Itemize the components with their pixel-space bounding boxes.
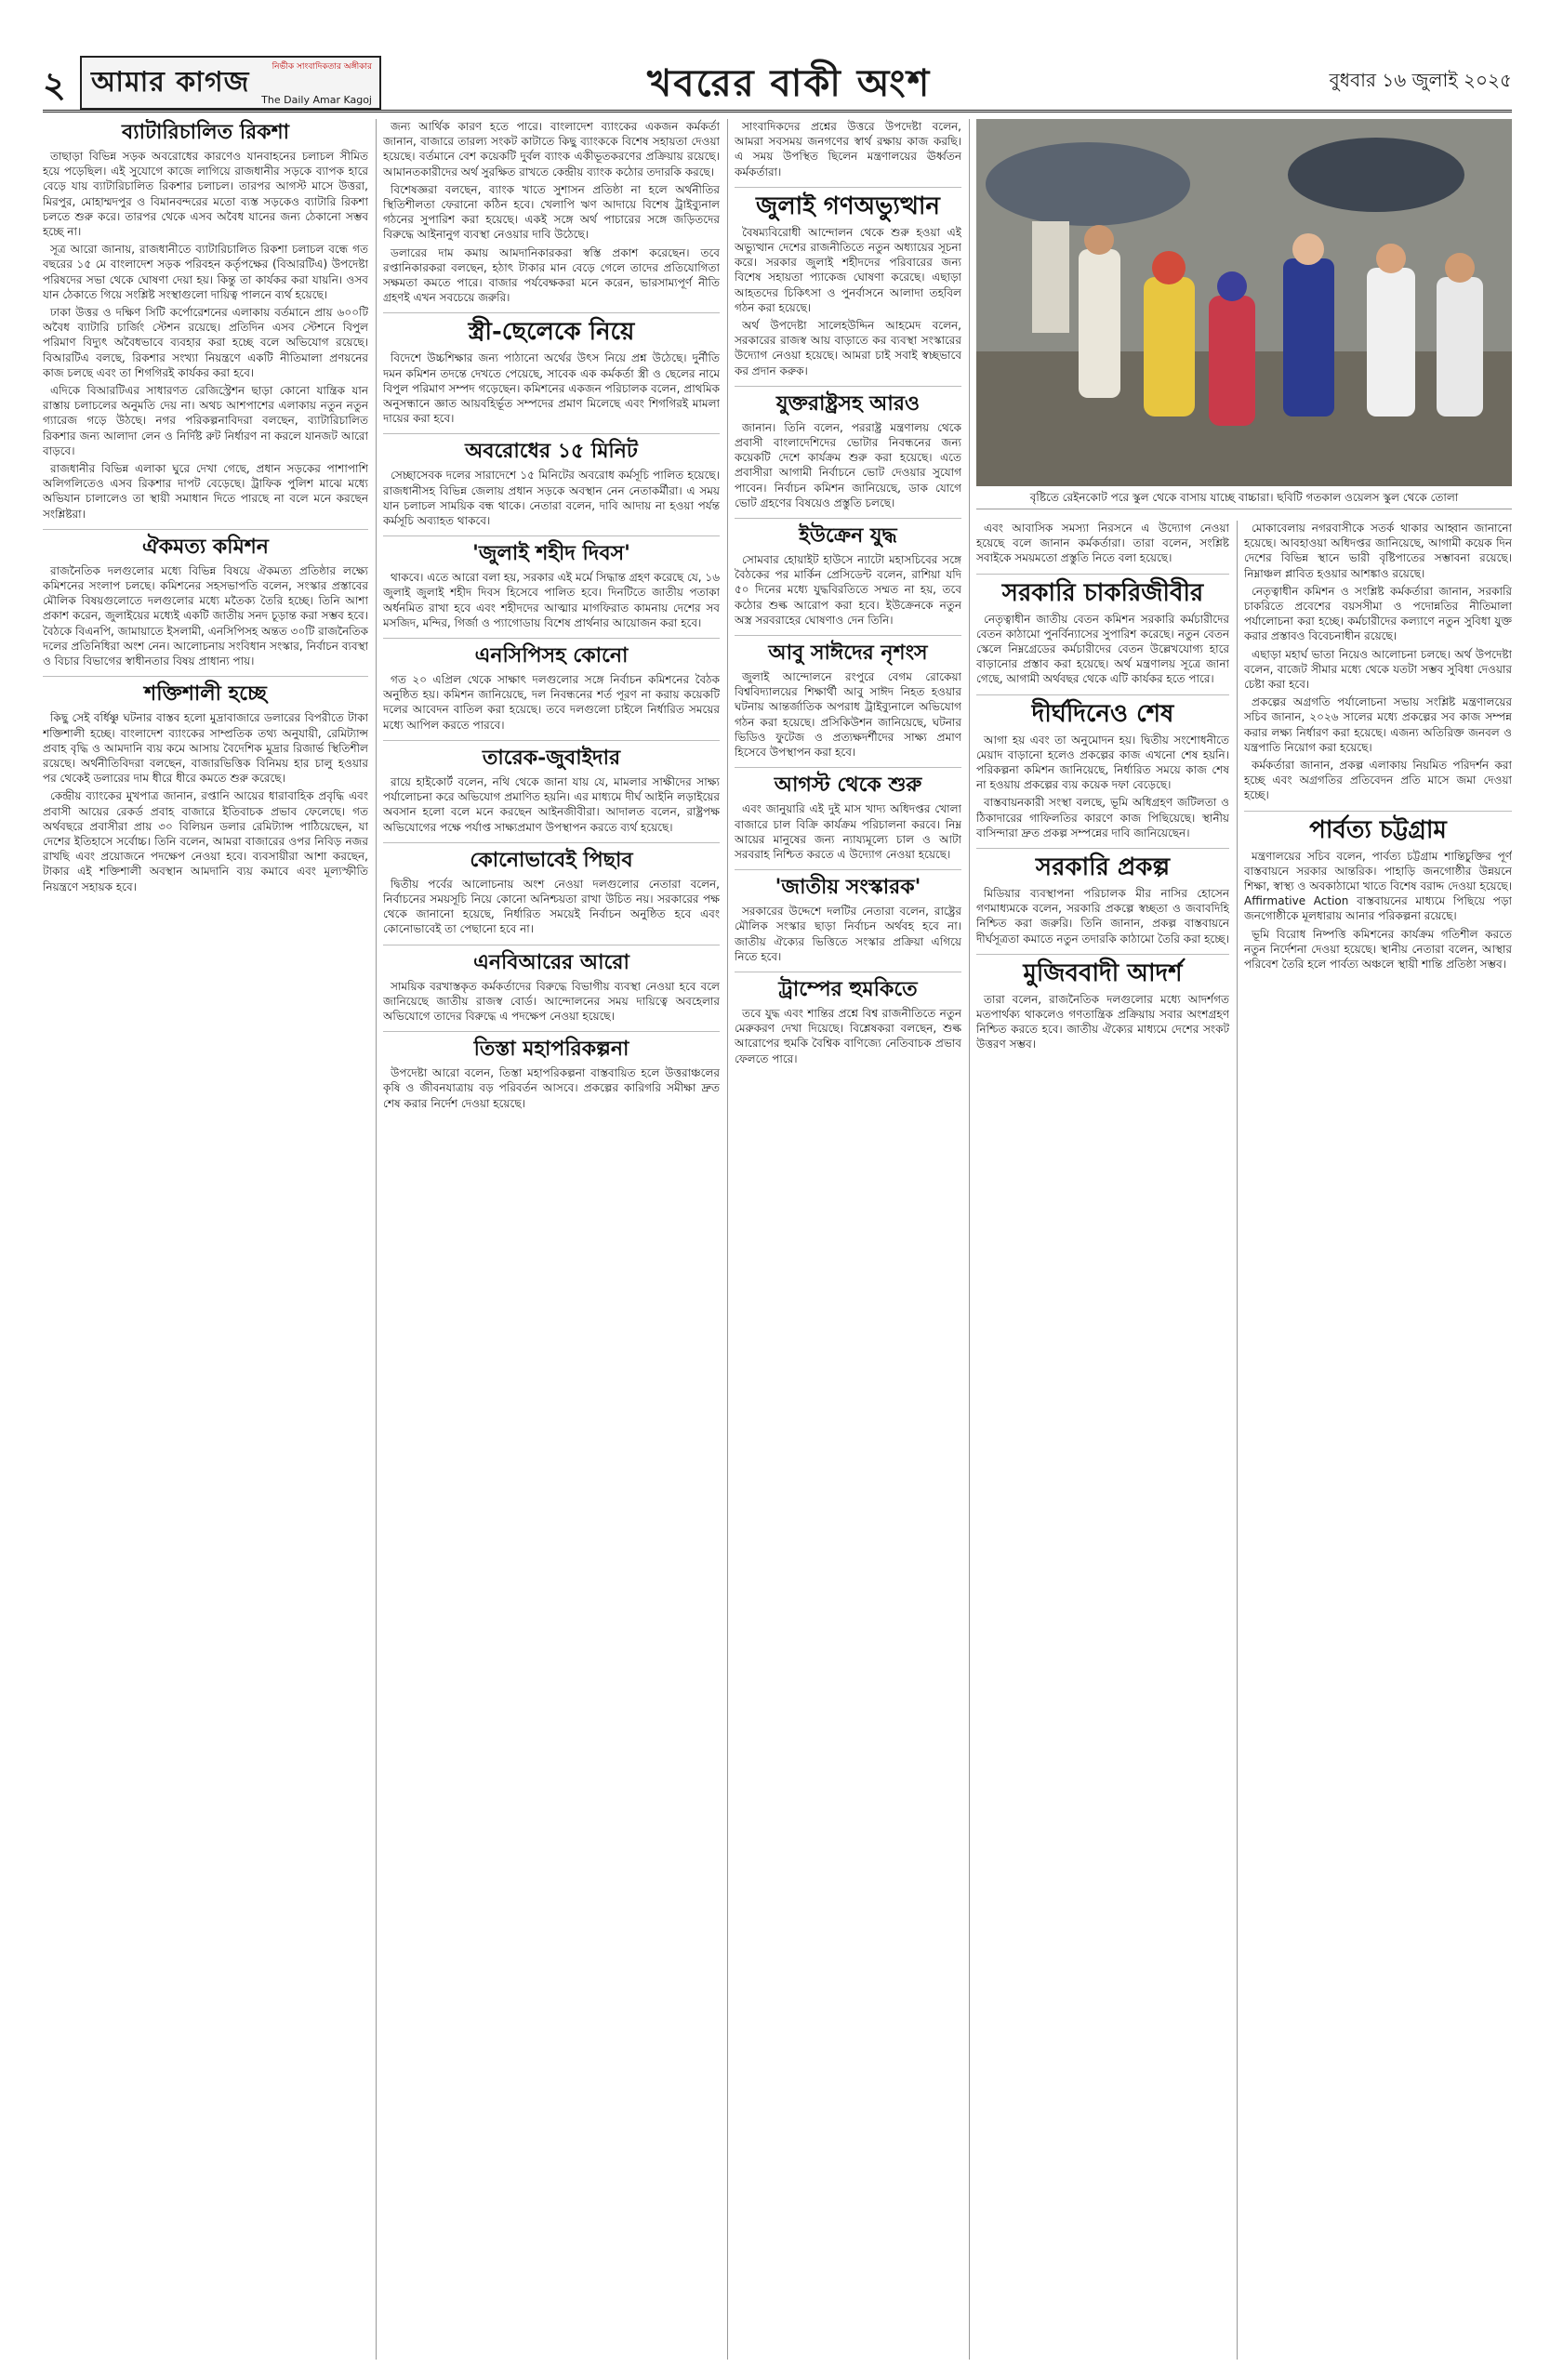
headline[interactable]: 'জাতীয় সংস্কারক'	[735, 869, 961, 900]
paragraph: রাজধানীর বিভিন্ন এলাকা ঘুরে দেখা গেছে, প্রধান সড়কের পাশাপাশি অলিগলিতেও এসব রিকশার দাপট বেড়েছে। ট্রাফিক পুলিশ মাঝে মধ্যে অভিযান চালালেও তা স্থায়ী সমাধান দিতে পারছে না বলে মনে করছেন সংশ্লিষ্টরা।	[43, 462, 368, 521]
column-rule	[376, 119, 377, 2360]
paragraph: আগা হয় এবং তা অনুমোদন হয়। দ্বিতীয় সংশোধনীতে মেয়াদ বাড়ানো হলেও প্রকল্পের কাজ এখনো শেষ হয়নি। পরিকল্পনা কমিশন জানিয়েছে, নির্ধারিত সময়ে কাজ শেষ না হওয়ায় প্রকল্পের ব্যয় কয়েক দফা বেড়েছে।	[976, 733, 1229, 792]
paragraph: মন্ত্রণালয়ের সচিব বলেন, পার্বত্য চট্টগ্রাম শান্তিচুক্তির পূর্ণ বাস্তবায়নে সরকার আন্তরিক। পাহাড়ি জনগোষ্ঠীর উন্নয়নে শিক্ষা, স্বাস্থ্য ও অবকাঠামো খাতে বিশেষ বরাদ্দ দেওয়া হয়েছে। Affirmative Action বাস্তবায়নের মাধ্যমে পিছিয়ে পড়া জনগোষ্ঠীকে মূলধারায় আনার পরিকল্পনা রয়েছে।	[1244, 849, 1512, 923]
headline[interactable]: যুক্তরাষ্ট্রসহ আরও	[735, 386, 961, 416]
paragraph: তারা বলেন, রাজনৈতিক দলগুলোর মধ্যে আদর্শগত মতপার্থক্য থাকলেও গণতান্ত্রিক প্রক্রিয়ায় সবার অংশগ্রহণ নিশ্চিত করতে হবে। জাতীয় ঐক্যের মাধ্যমে দেশের সংকট উত্তরণ সম্ভব।	[976, 992, 1229, 1051]
paragraph: থাকবে। এতে আরো বলা হয়, সরকার এই মর্মে সিদ্ধান্ত গ্রহণ করেছে যে, ১৬ জুলাই জুলাই শহীদ দিবস হিসেবে পালিত হবে। দিনটিতে জাতীয় পতাকা অর্ধনমিত রাখা হবে এবং শহীদদের আত্মার মাগফিরাত কামনায় দেশের সব মসজিদ, মন্দির, গির্জা ও প্যাগোডায় বিশেষ প্রার্থনার আয়োজন করা হবে।	[383, 571, 720, 629]
news-photo[interactable]	[976, 119, 1512, 486]
paragraph: গত ২০ এপ্রিল থেকে সাক্ষাৎ দলগুলোর সঙ্গে নির্বাচন কমিশনের বৈঠক অনুষ্ঠিত হয়। কমিশন জানিয়েছে, দল নিবন্ধনের শর্ত পূরণ না করায় কয়েকটি দলের আবেদন বাতিল করা হয়েছে। তবে দলগুলো চাইলে নির্ধারিত সময়ের মধ্যে আপিল করতে পারবে।	[383, 673, 720, 732]
headline[interactable]: মুজিববাদী আদর্শ	[976, 954, 1229, 988]
paragraph: এছাড়া মহার্ঘ ভাতা নিয়েও আলোচনা চলছে। অর্থ উপদেষ্টা বলেন, বাজেট সীমার মধ্যে থেকে যতটা সম্ভব সুবিধা দেওয়ার চেষ্টা করা হবে।	[1244, 647, 1512, 692]
paragraph: জানান। তিনি বলেন, পররাষ্ট্র মন্ত্রণালয় থেকে প্রবাসী বাংলাদেশিদের ভোটার নিবন্ধনের জন্য কয়েকটি দেশে কার্যক্রম শুরু করা হয়েছে। এতে প্রবাসীরা আগামী নির্বাচনে ভোট দেওয়ার সুযোগ পাবেন। নির্বাচন কমিশন জানিয়েছে, ডাক যোগে ভোট গ্রহণের বিষয়েও প্রস্তুতি চলছে।	[735, 420, 961, 509]
paragraph: বৈষম্যবিরোধী আন্দোলন থেকে শুরু হওয়া এই অভ্যুত্থান দেশের রাজনীতিতে নতুন অধ্যায়ের সূচনা করে। সরকার জুলাই শহীদদের পরিবারের জন্য বিশেষ সহায়তা প্যাকেজ ঘোষণা করেছে। এছাড়া আহতদের চিকিৎসা ও পুনর্বাসনে আলাদা তহবিল গঠন করা হয়েছে।	[735, 225, 961, 314]
headline[interactable]: আগস্ট থেকে শুরু	[735, 767, 961, 798]
paragraph: এবং আবাসিক সমস্যা নিরসনে এ উদ্যোগ নেওয়া হয়েছে বলে জানান কর্মকর্তারা। তারা বলেন, সংশ্লিষ্ট সবাইকে সময়মতো প্রস্তুতি নিতে বলা হয়েছে।	[976, 522, 1229, 565]
paragraph: এবং জানুয়ারি এই দুই মাস খাদ্য অধিদপ্তর খোলা বাজারে চাল বিক্রি কার্যক্রম পরিচালনা করবে। নিম্ন আয়ের মানুষের জন্য ন্যায্যমূল্যে চাল ও আটা সরবরাহ নিশ্চিত করতে এ উদ্যোগ নেওয়া হয়েছে।	[735, 802, 961, 861]
headline[interactable]: কোনোভাবেই পিছাব	[383, 842, 720, 873]
children-in-rain-photo	[976, 119, 1512, 486]
page-number: ২	[43, 63, 66, 105]
paragraph: জন্য আর্থিক কারণ হতে পারে। বাংলাদেশ ব্যাংকের একজন কর্মকর্তা জানান, বাজারে তারল্য সংকট কাটাতে কিছু ব্যাংককে বিশেষ সহায়তা দেওয়া হয়েছে। বর্তমানে বেশ কয়েকটি দুর্বল ব্যাংক একীভূতকরণের প্রক্রিয়ায় রয়েছে। আমানতকারীদের অর্থ সুরক্ষিত রাখতে কেন্দ্রীয় ব্যাংক কঠোর তদারকি করছে।	[383, 120, 720, 178]
logo-english: The Daily Amar Kagoj	[261, 94, 372, 106]
paragraph: কেন্দ্রীয় ব্যাংকের মুখপাত্র জানান, রপ্তানি আয়ের ধারাবাহিক প্রবৃদ্ধি এবং প্রবাসী আয়ের রেকর্ড প্রবাহ বাজারে ইতিবাচক প্রভাব ফেলেছে। গত অর্থবছরে প্রবাসীরা প্রায় ৩০ বিলিয়ন ডলার রেমিট্যান্স পাঠিয়েছেন, যা দেশের ইতিহাসে সর্বোচ্চ। তিনি বলেন, আমরা বাজারের ওপর নিবিড় নজর রাখছি এবং প্রয়োজনে পদক্ষেপ নেওয়া হবে। ব্যবসায়ীরা আশা করছেন, টাকার এই শক্তিশালী অবস্থান আমদানি ব্যয় কমাবে এবং মূল্যস্ফীতি নিয়ন্ত্রণে সহায়ক হবে।	[43, 789, 368, 893]
paragraph: ডলারের দাম কমায় আমদানিকারকরা স্বস্তি প্রকাশ করেছেন। তবে রপ্তানিকারকরা বলছেন, হঠাৎ টাকার মান বেড়ে গেলে তাদের প্রতিযোগিতা সক্ষমতা কমতে পারে। বাজার পর্যবেক্ষকরা মনে করেন, ভারসাম্যপূর্ণ নীতি গ্রহণই এখন সবচেয়ে জরুরি।	[383, 245, 720, 305]
paragraph: তবে যুদ্ধ এবং শান্তির প্রশ্নে বিশ্ব রাজনীতিতে নতুন মেরুকরণ দেখা দিয়েছে। বিশ্লেষকরা বলছেন, শুল্ক আরোপের হুমকি বৈশ্বিক বাণিজ্যে নেতিবাচক প্রভাব ফেলতে পারে।	[735, 1006, 961, 1065]
masthead	[43, 52, 1512, 112]
logo-text: আমার কাগজ	[91, 66, 250, 99]
paragraph: জুলাই আন্দোলনে রংপুরে বেগম রোকেয়া বিশ্ববিদ্যালয়ের শিক্ষার্থী আবু সাঈদ নিহত হওয়ার ঘটনায় আন্তর্জাতিক অপরাধ ট্রাইব্যুনালে অভিযোগ গঠন করা হয়েছে। প্রসিকিউশন জানিয়েছে, ঘটনার ভিডিও ফুটেজ ও প্রত্যক্ষদর্শীদের সাক্ষ্য প্রমাণ হিসেবে উপস্থাপন করা হবে।	[735, 670, 961, 760]
headline[interactable]: সরকারি চাকরিজীবীর	[976, 574, 1229, 608]
headline[interactable]: তিস্তা মহাপরিকল্পনা	[383, 1031, 720, 1062]
paragraph: সেচ্ছাসেবক দলের সারাদেশে ১৫ মিনিটের অবরোধ কর্মসূচি পালিত হয়েছে। রাজধানীসহ বিভিন্ন জেলায় প্রধান সড়কে অবস্থান নেন নেতাকর্মীরা। এ সময় যান চলাচল সাময়িক বন্ধ থাকে। নেতারা বলেন, দাবি আদায় না হওয়া পর্যন্ত কর্মসূচি অব্যাহত থাকবে।	[383, 469, 720, 528]
headline[interactable]: ব্যাটারিচালিত রিকশা	[121, 120, 290, 144]
paragraph: কর্মকর্তারা জানান, প্রকল্প এলাকায় নিয়মিত পরিদর্শন করা হচ্ছে এবং অগ্রগতির প্রতিবেদন প্রতি মাসে জমা দেওয়া হচ্ছে।	[1244, 759, 1512, 802]
issue-date: বুধবার ১৬ জুলাই ২০২৫	[1329, 69, 1512, 91]
newspaper-logo[interactable]	[80, 56, 381, 110]
paragraph: কিছু সেই বর্ধিষ্ণু ঘটনার বাস্তব হলো মুদ্রাবাজারে ডলারের বিপরীতে টাকা শক্তিশালী হচ্ছে। বাংলাদেশ ব্যাংকের সাম্প্রতিক তথ্য অনুযায়ী, রেমিট্যান্স প্রবাহ বৃদ্ধি ও আমদানি ব্যয় কমে আসায় বৈদেশিক মুদ্রার রিজার্ভ স্থিতিশীল রয়েছে। অর্থনীতিবিদরা বলছেন, বাজারভিত্তিক বিনিময় হার চালু হওয়ার পর থেকেই ডলারের দাম ধীরে ধীরে কমতে শুরু করেছে।	[43, 711, 368, 786]
paragraph: ভূমি বিরোধ নিষ্পত্তি কমিশনের কার্যক্রম গতিশীল করতে নতুন নির্দেশনা দেওয়া হয়েছে। স্থানীয় নেতারা বলেন, আস্থার পরিবেশ তৈরি হলে পার্বত্য অঞ্চলে স্থায়ী শান্তি প্রতিষ্ঠা সম্ভব।	[1244, 927, 1512, 972]
headline[interactable]: ঐকমত্য কমিশন	[43, 529, 368, 560]
paragraph: নেতৃত্বাধীন জাতীয় বেতন কমিশন সরকারি কর্মচারীদের বেতন কাঠামো পুনর্বিন্যাসের সুপারিশ করেছে। নতুন বেতন স্কেলে নিম্নগ্রেডের কর্মচারীদের বেতন উল্লেখযোগ্য হারে বাড়ানোর প্রস্তাব করা হয়েছে। অর্থ মন্ত্রণালয় সূত্রে জানা গেছে, আগামী অর্থবছর থেকে এটি কার্যকর হতে পারে।	[976, 612, 1229, 686]
paragraph: ঢাকা উত্তর ও দক্ষিণ সিটি কর্পোরেশনের এলাকায় বর্তমানে প্রায় ৬০০টি অবৈধ ব্যাটারি চার্জিং স্টেশন রয়েছে। প্রতিদিন এসব স্টেশনে বিপুল পরিমাণ বিদ্যুৎ অবৈধভাবে ব্যবহার করা হচ্ছে বলে অভিযোগ রয়েছে। বিআরটিএ বলছে, রিকশার সংখ্যা নিয়ন্ত্রণে একটি নীতিমালা প্রণয়নের কাজ চলছে এবং তা শিগগিরই কার্যকর করা হবে।	[43, 306, 368, 379]
headline[interactable]: ইউক্রেন যুদ্ধ	[735, 518, 961, 549]
headline[interactable]: তারেক-জুবাইদার	[383, 740, 720, 771]
headline[interactable]: দীর্ঘদিনেও শেষ	[976, 694, 1229, 729]
column-4	[976, 521, 1229, 2360]
headline[interactable]: জুলাই গণঅভ্যুত্থান	[735, 187, 961, 221]
paragraph: সোমবার হোয়াইট হাউসে ন্যাটো মহাসচিবের সঙ্গে বৈঠকের পর মার্কিন প্রেসিডেন্ট বলেন, রাশিয়া যদি ৫০ দিনের মধ্যে যুদ্ধবিরতিতে সম্মত না হয়, তবে কঠোর শুল্ক আরোপ করা হবে। ইউক্রেনকে নতুন অস্ত্র সরবরাহের ঘোষণাও দেন তিনি।	[735, 553, 961, 627]
paragraph: দ্বিতীয় পর্বের আলোচনায় অংশ নেওয়া দলগুলোর নেতারা বলেন, নির্বাচনের সময়সূচি নিয়ে কোনো অনিশ্চয়তা রাখা উচিত নয়। সরকারের পক্ষ থেকে জানানো হয়েছে, নির্ধারিত সময়েই নির্বাচন অনুষ্ঠিত হবে এবং কোনোভাবেই তা পেছানো হবে না।	[383, 877, 720, 936]
headline[interactable]: স্ত্রী-ছেলেকে নিয়ে	[383, 312, 720, 347]
column-rule	[969, 119, 970, 2360]
paragraph: প্রকল্পের অগ্রগতি পর্যালোচনা সভায় সংশ্লিষ্ট মন্ত্রণালয়ের সচিব জানান, ২০২৬ সালের মধ্যে প্রকল্পের সব কাজ সম্পন্ন করার লক্ষ্য নির্ধারণ করা হয়েছে। এজন্য অতিরিক্ত জনবল ও যন্ত্রপাতি নিয়োগ করা হয়েছে।	[1244, 695, 1512, 754]
headline[interactable]: শক্তিশালী হচ্ছে	[43, 676, 368, 707]
paragraph: মিডিয়ার ব্যবস্থাপনা পরিচালক মীর নাসির হোসেন গণমাধ্যমকে বলেন, সরকারি প্রকল্পে স্বচ্ছতা ও জবাবদিহি নিশ্চিত করা জরুরি। তিনি জানান, প্রকল্প বাস্তবায়নে দীর্ঘসূত্রতা কমাতে নতুন তদারকি কাঠামো তৈরি করা হচ্ছে।	[976, 887, 1229, 945]
logo-tagline: নির্ভীক সাংবাদিকতার অঙ্গীকার	[272, 62, 372, 72]
photo-caption: বৃষ্টিতে রেইনকোট পরে স্কুল থেকে বাসায় যাচ্ছে বাচ্চারা। ছবিটি গতকাল ওয়েলস স্কুল থেকে তোলা	[976, 490, 1512, 509]
paragraph: তাছাড়া বিভিন্ন সড়ক অবরোধের কারণেও যানবাহনের চলাচল সীমিত হয়ে পড়েছিল। এই সুযোগে কাজে লাগিয়ে রাজধানীর সড়কে ব্যাপক হারে বেড়ে যায় ব্যাটারিচালিত রিকশার চলাচল। তারপর আগস্ট মাসে উত্তরা, মিরপুর, মোহাম্মদপুর ও বিমানবন্দরের মতো ব্যস্ত সড়কেও ব্যাটারি রিকশা চলতে শুরু করে। তারপর থেকে এসব অবৈধ যানের জন্য ঠেকানো সম্ভব হচ্ছে না।	[43, 150, 368, 239]
column-1	[43, 119, 368, 2360]
headline[interactable]: ট্রাম্পের হুমকিতে	[735, 972, 961, 1002]
section-title: খবরের বাকী অংশ	[647, 61, 932, 105]
column-rule	[1237, 521, 1238, 2360]
paragraph: রাজনৈতিক দলগুলোর মধ্যে বিভিন্ন বিষয়ে ঐকমত্য প্রতিষ্ঠার লক্ষ্যে কমিশনের সংলাপ চলছে। কমিশনের সহসভাপতি বলেন, সংস্কার প্রস্তাবের মৌলিক বিষয়গুলোতে দলগুলোর মধ্যে মতৈক্য তৈরি হচ্ছে। তিনি আশা প্রকাশ করেন, জুলাইয়ের মধ্যেই একটি জাতীয় সনদ চূড়ান্ত করা সম্ভব হবে। বৈঠকে বিএনপি, জামায়াতে ইসলামী, এনসিপিসহ অন্তত ৩০টি রাজনৈতিক দলের প্রতিনিধিরা অংশ নেন। আলোচনায় সংবিধান সংস্কার, নির্বাচন ব্যবস্থা ও বিচার বিভাগের স্বাধীনতার বিষয় প্রাধান্য পায়।	[43, 563, 368, 668]
paragraph: এদিকে বিআরটিএর সাধারণত রেজিস্ট্রেশন ছাড়া কোনো যান্ত্রিক যান রাস্তায় চলাচলের অনুমতি দেয় না। অথচ আশপাশের এলাকায় নতুন নতুন গ্যারেজ গড়ে উঠছে। নগর পরিকল্পনাবিদরা বলছেন, ব্যাটারিচালিত রিকশার জন্য আলাদা লেন ও নির্দিষ্ট রুট নির্ধারণ না করলে যানজট আরো বাড়বে।	[43, 384, 368, 457]
column-2	[383, 119, 720, 2360]
paragraph: অর্থ উপদেষ্টা সালেহউদ্দিন আহমেদ বলেন, সরকারের রাজস্ব আয় বাড়াতে কর ব্যবস্থা সংস্কারের উদ্যোগ নেওয়া হয়েছে। আমরা চাই সবাই স্বচ্ছভাবে কর প্রদান করুক।	[735, 319, 961, 377]
paragraph: রায়ে হাইকোর্ট বলেন, নথি থেকে জানা যায় যে, মামলার সাক্ষীদের সাক্ষ্য পর্যালোচনা করে অভিযোগ প্রমাণিত হয়নি। এর মাধ্যমে দীর্ঘ আইনি লড়াইয়ের অবসান হলো বলে মনে করছেন আইনজীবীরা। আদালত বলেন, রাষ্ট্রপক্ষ অভিযোগের পক্ষে পর্যাপ্ত সাক্ষ্যপ্রমাণ উপস্থাপন করতে ব্যর্থ হয়েছে।	[383, 774, 720, 834]
paragraph: বাস্তবায়নকারী সংস্থা বলছে, ভূমি অধিগ্রহণ জটিলতা ও ঠিকাদারের গাফিলতির কারণে কাজ পিছিয়েছে। স্থানীয় বাসিন্দারা দ্রুত প্রকল্প সম্পন্নের দাবি জানিয়েছেন।	[976, 796, 1229, 840]
headline[interactable]: পার্বত্য চট্টগ্রাম	[1244, 811, 1512, 845]
column-rule	[727, 119, 728, 2360]
column-3	[735, 119, 961, 2360]
headline[interactable]: অবরোধের ১৫ মিনিট	[383, 433, 720, 464]
headline[interactable]: সরকারি প্রকল্প	[976, 848, 1229, 882]
headline[interactable]: এনবিআরের আরো	[383, 945, 720, 975]
paragraph: সাংবাদিকদের প্রশ্নের উত্তরে উপদেষ্টা বলেন, আমরা সবসময় জনগণের স্বার্থ রক্ষায় কাজ করছি। এ সময় উপস্থিত ছিলেন মন্ত্রণালয়ের ঊর্ধ্বতন কর্মকর্তারা।	[735, 120, 961, 178]
paragraph: সাময়িক বরখাস্তকৃত কর্মকর্তাদের বিরুদ্ধে বিভাগীয় ব্যবস্থা নেওয়া হবে বলে জানিয়েছে জাতীয় রাজস্ব বোর্ড। আন্দোলনের সময় দায়িত্বে অবহেলার অভিযোগে তাদের বিরুদ্ধে এ পদক্ষেপ নেওয়া হয়েছে।	[383, 979, 720, 1023]
headline[interactable]: আবু সাঈদের নৃশংস	[735, 635, 961, 666]
paragraph: নেতৃত্বাধীন কমিশন ও সংশ্লিষ্ট কর্মকর্তারা জানান, সরকারি চাকরিতে প্রবেশের বয়সসীমা ও পদোন্নতির নীতিমালা পর্যালোচনা করা হচ্ছে। কর্মচারীদের কল্যাণে নতুন সুবিধা যুক্ত করার প্রস্তাবও বিবেচনাধীন রয়েছে।	[1244, 584, 1512, 643]
paragraph: সরকারের উদ্দেশে দলটির নেতারা বলেন, রাষ্ট্রের মৌলিক সংস্কার ছাড়া নির্বাচন অর্থবহ হবে না। জাতীয় ঐক্যের ভিত্তিতে সংস্কার প্রক্রিয়া এগিয়ে নিতে হবে।	[735, 905, 961, 963]
paragraph: মোকাবেলায় নগরবাসীকে সতর্ক থাকার আহ্বান জানানো হয়েছে। আবহাওয়া অধিদপ্তর জানিয়েছে, আগামী কয়েক দিন দেশের বিভিন্ন স্থানে ভারী বৃষ্টিপাতের সম্ভাবনা রয়েছে। নিম্নাঞ্চল প্লাবিত হওয়ার আশঙ্কাও রয়েছে।	[1244, 522, 1512, 580]
paragraph: সূত্র আরো জানায়, রাজধানীতে ব্যাটারিচালিত রিকশা চলাচল বন্ধে গত বছরের ১৫ মে বাংলাদেশ সড়ক পরিবহন কর্তৃপক্ষের (বিআরটিএ) উপদেষ্টা পরিষদের সভা থেকে ঘোষণা দেয়া হয়। কিন্তু তা কার্যকর করা যায়নি। ওসব যান ঠেকাতে গিয়ে সংশ্লিষ্ট সংস্থাগুলো দায়িত্ব পালনে ব্যর্থ হয়েছে।	[43, 243, 368, 301]
headline[interactable]: 'জুলাই শহীদ দিবস'	[383, 536, 720, 566]
paragraph: উপদেষ্টা আরো বলেন, তিস্তা মহাপরিকল্পনা বাস্তবায়িত হলে উত্তরাঞ্চলের কৃষি ও জীবনযাত্রায় বড় পরিবর্তন আসবে। প্রকল্পের কারিগরি সমীক্ষা দ্রুত শেষ করার নির্দেশ দেওয়া হয়েছে।	[383, 1066, 720, 1110]
headline[interactable]: এনসিপিসহ কোনো	[383, 638, 720, 668]
paragraph: বিশেষজ্ঞরা বলছেন, ব্যাংক খাতে সুশাসন প্রতিষ্ঠা না হলে অর্থনীতির স্থিতিশীলতা ফেরানো কঠিন হবে। খেলাপি ঋণ আদায়ে বিশেষ ট্রাইব্যুনাল গঠনের সুপারিশ করা হয়েছে। একই সঙ্গে অর্থ পাচারের সঙ্গে জড়িতদের বিরুদ্ধে আইনানুগ ব্যবস্থা নেওয়ার দাবি উঠেছে।	[383, 182, 720, 242]
column-5	[1244, 521, 1512, 2360]
paragraph: বিদেশে উচ্চশিক্ষার জন্য পাঠানো অর্থের উৎস নিয়ে প্রশ্ন উঠেছে। দুর্নীতি দমন কমিশন তদন্তে দেখতে পেয়েছে, সাবেক এক কর্মকর্তা স্ত্রী ও ছেলের নামে বিপুল পরিমাণ সম্পদ গড়েছেন। কমিশনের একজন পরিচালক বলেন, প্রাথমিক অনুসন্ধানে জ্ঞাত আয়বহির্ভূত সম্পদের প্রমাণ মিলেছে এবং শিগগিরই মামলা দায়ের করা হবে।	[383, 351, 720, 426]
